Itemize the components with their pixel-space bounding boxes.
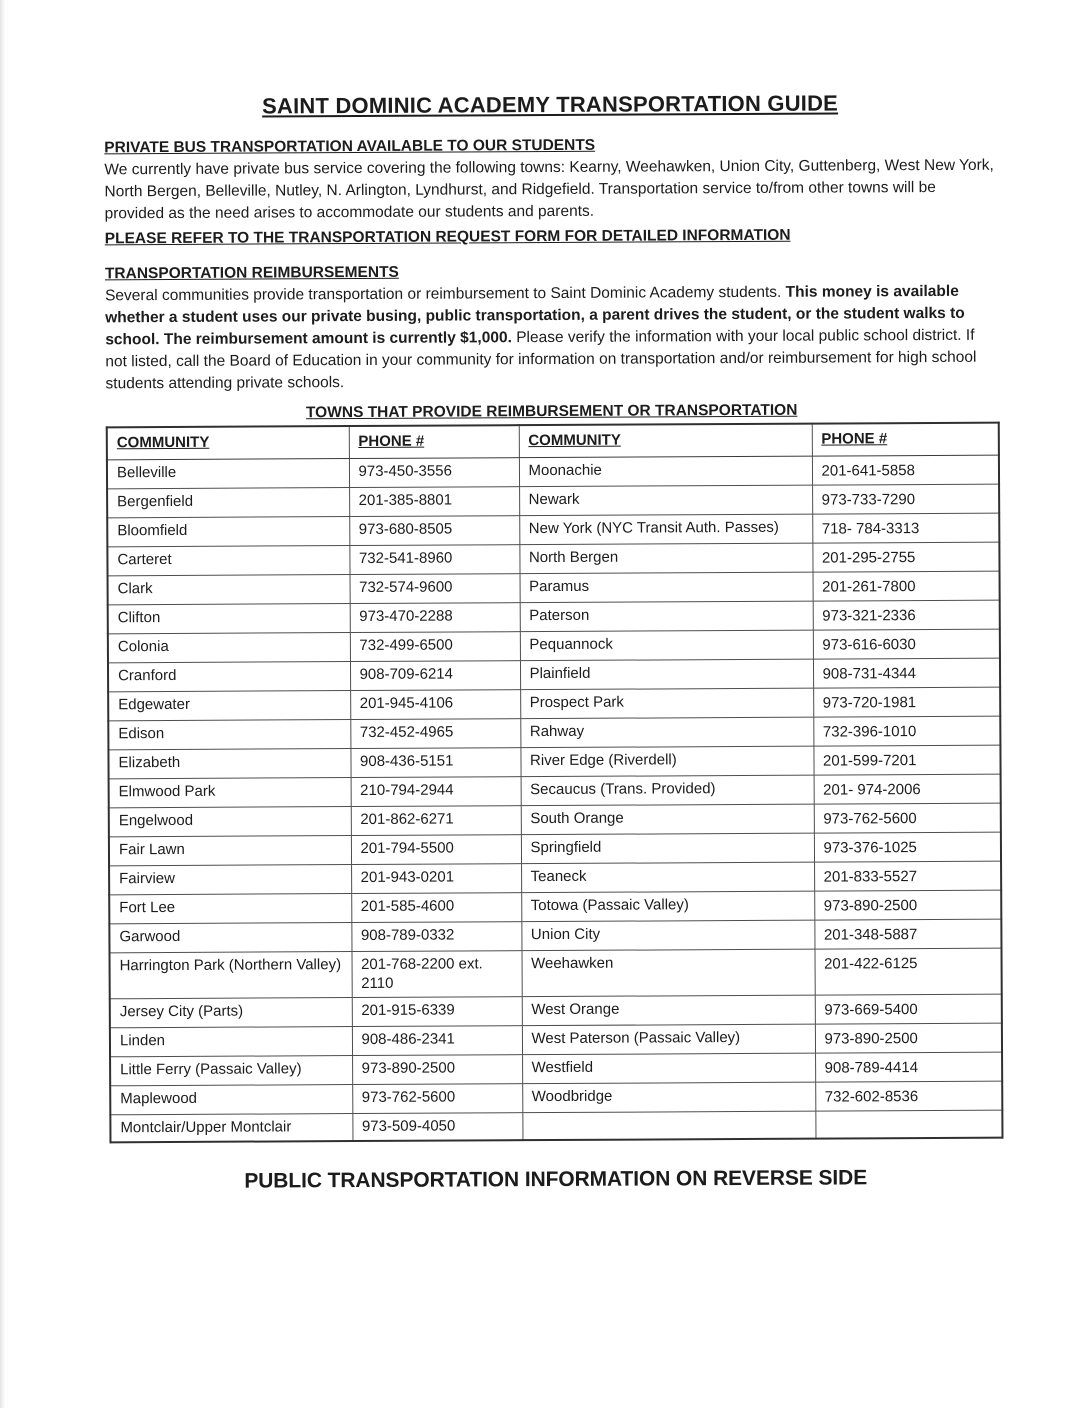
community-cell: West Paterson (Passaic Valley): [522, 1024, 815, 1055]
community-cell: Prospect Park: [520, 688, 813, 719]
phone-header-2: PHONE #: [812, 422, 999, 455]
reimbursements-text-rest: Please verify the information with your local public school district. If not listed, call the Board of Education in your community for information on transportation and/or reimbursement for high school students attending private schools.: [105, 326, 977, 393]
phone-cell: 201-862-6271: [351, 805, 521, 835]
document-page: [104, 90, 1002, 1194]
community-cell: South Orange: [521, 804, 814, 835]
phone-cell: 973-890-2500: [814, 890, 1001, 920]
phone-cell: 210-794-2944: [351, 776, 521, 806]
community-cell: West Orange: [522, 995, 815, 1026]
phone-cell: 201- 974-2006: [814, 774, 1001, 804]
phone-cell: 201-833-5527: [814, 861, 1001, 891]
community-cell: Jersey City (Parts): [110, 997, 352, 1027]
phone-cell: [815, 1110, 1002, 1138]
table-row: [110, 994, 1002, 1028]
phone-cell: 973-890-2500: [815, 1023, 1002, 1053]
community-cell: Bergenfield: [107, 487, 349, 517]
phone-cell: 973-680-8505: [349, 515, 519, 545]
community-cell: Westfield: [522, 1053, 815, 1084]
phone-cell: 201-261-7800: [813, 571, 1000, 601]
community-cell: [522, 1111, 815, 1140]
phone-header-1: PHONE #: [349, 425, 519, 458]
phone-cell: 973-762-5600: [352, 1083, 522, 1113]
phone-cell: 201-768-2200 ext. 2110: [351, 950, 521, 997]
community-cell: Elizabeth: [108, 748, 350, 778]
community-cell: Union City: [521, 920, 814, 951]
table-row: [110, 1052, 1002, 1086]
community-cell: Fairview: [109, 864, 351, 894]
phone-cell: 973-720-1981: [813, 687, 1000, 717]
community-cell: Plainfield: [520, 659, 813, 690]
reimbursements-heading: TRANSPORTATION REIMBURSEMENTS: [104, 263, 399, 282]
community-cell: Springfield: [521, 833, 814, 864]
phone-cell: 718- 784-3313: [812, 513, 999, 543]
community-cell: Fort Lee: [109, 893, 351, 923]
phone-cell: 201-915-6339: [352, 996, 522, 1026]
table-row: [109, 919, 1001, 953]
phone-cell: 908-789-0332: [351, 921, 521, 951]
phone-cell: 732-574-9600: [350, 573, 520, 603]
phone-cell: 973-890-2500: [352, 1054, 522, 1084]
phone-cell: 973-376-1025: [814, 832, 1001, 862]
community-cell: North Bergen: [519, 543, 812, 574]
community-cell: Belleville: [107, 458, 349, 488]
table-row: [110, 1081, 1002, 1115]
table-row: [108, 687, 1000, 721]
community-cell: Carteret: [107, 545, 349, 575]
reimbursements-text-bold: This money is available whether a student uses our private busing, public transportation, a parent drives the student, or the student walks to school. The reimbursement amount is currently $1,000.: [105, 282, 965, 349]
community-cell: Totowa (Passaic Valley): [521, 891, 814, 922]
request-form-note: PLEASE REFER TO THE TRANSPORTATION REQUEST FORM FOR DETAILED INFORMATION: [104, 226, 791, 247]
phone-cell: 201-295-2755: [812, 542, 999, 572]
community-cell: River Edge (Riverdell): [520, 746, 813, 777]
community-cell: Colonia: [108, 632, 350, 662]
phone-cell: 973-321-2336: [813, 600, 1000, 630]
phone-cell: 201-945-4106: [350, 689, 520, 719]
community-cell: Rahway: [520, 717, 813, 748]
scan-edge-shadow: [0, 0, 5, 1408]
community-cell: Maplewood: [110, 1084, 352, 1114]
community-cell: Little Ferry (Passaic Valley): [110, 1055, 352, 1085]
table-row: [109, 803, 1001, 837]
phone-cell: 201-348-5887: [814, 919, 1001, 949]
community-cell: Woodbridge: [522, 1082, 815, 1113]
community-cell: Teaneck: [521, 862, 814, 893]
community-cell: Engelwood: [109, 806, 351, 836]
phone-cell: 973-470-2288: [350, 602, 520, 632]
phone-cell: 201-585-4600: [351, 892, 521, 922]
community-cell: Cranford: [108, 661, 350, 691]
table-row: [109, 890, 1001, 924]
table-row: [108, 629, 1000, 663]
phone-cell: 732-602-8536: [815, 1081, 1002, 1111]
community-cell: Paterson: [520, 601, 813, 632]
phone-cell: 201-794-5500: [351, 834, 521, 864]
table-row: [107, 542, 999, 576]
community-cell: New York (NYC Transit Auth. Passes): [519, 514, 812, 545]
reimbursements-text-intro: Several communities provide transportation or reimbursement to Saint Dominic Academy students.: [105, 283, 786, 304]
community-cell: Bloomfield: [107, 516, 349, 546]
table-row: [107, 484, 999, 518]
community-header-2: COMMUNITY: [519, 423, 812, 457]
community-cell: Harrington Park (Northern Valley): [109, 951, 351, 998]
phone-cell: 201-599-7201: [813, 745, 1000, 775]
reimbursements-paragraph: [105, 280, 998, 396]
table-row: [109, 948, 1001, 999]
table-body: [107, 455, 1003, 1142]
phone-cell: 973-762-5600: [814, 803, 1001, 833]
table-row: [107, 513, 999, 547]
community-cell: Linden: [110, 1026, 352, 1056]
phone-cell: 732-541-8960: [349, 544, 519, 574]
community-header-1: COMMUNITY: [107, 426, 349, 460]
phone-cell: 973-616-6030: [813, 629, 1000, 659]
table-header-row: [107, 422, 999, 459]
community-cell: Secaucus (Trans. Provided): [521, 775, 814, 806]
community-cell: Moonachie: [519, 456, 812, 487]
community-cell: Garwood: [109, 922, 351, 952]
community-cell: Edison: [108, 719, 350, 749]
footer-note: PUBLIC TRANSPORTATION INFORMATION ON REVERSE SIDE: [244, 1165, 868, 1193]
community-cell: Clark: [108, 574, 350, 604]
community-cell: Clifton: [108, 603, 350, 633]
private-bus-paragraph: We currently have private bus service covering the following towns: Kearny, Weehawken, Union City, Guttenberg, West New York, North Bergen, Belleville, Nutley, N. Arlington, Lyndhurst, and Ridgefield. Transportation service to/from other towns will be provided as the need arises to accommodate our students and parents.: [104, 156, 994, 223]
reimbursement-table: [106, 421, 1004, 1143]
phone-cell: 732-396-1010: [813, 716, 1000, 746]
phone-cell: 973-733-7290: [812, 484, 999, 514]
community-cell: Elmwood Park: [109, 777, 351, 807]
table-title: TOWNS THAT PROVIDE REIMBURSEMENT OR TRANSPORTATION: [305, 401, 798, 421]
page-title: SAINT DOMINIC ACADEMY TRANSPORTATION GUIDE: [262, 90, 839, 119]
community-cell: Paramus: [520, 572, 813, 603]
community-cell: Edgewater: [108, 690, 350, 720]
phone-cell: 908-486-2341: [352, 1025, 522, 1055]
phone-cell: 908-436-5151: [350, 747, 520, 777]
community-cell: Weehawken: [521, 949, 814, 997]
phone-cell: 973-669-5400: [815, 994, 1002, 1024]
table-row: [109, 774, 1001, 808]
phone-cell: 732-499-6500: [350, 631, 520, 661]
table-row: [108, 600, 1000, 634]
table-row: [108, 658, 1000, 692]
phone-cell: 908-709-6214: [350, 660, 520, 690]
table-row: [109, 832, 1001, 866]
table-row: [108, 571, 1000, 605]
table-row: [110, 1110, 1002, 1142]
phone-cell: 201-641-5858: [812, 455, 999, 485]
table-row: [107, 455, 999, 489]
community-cell: Montclair/Upper Montclair: [110, 1113, 352, 1142]
phone-cell: 908-731-4344: [813, 658, 1000, 688]
table-row: [108, 745, 1000, 779]
phone-cell: 973-509-4050: [352, 1112, 522, 1140]
phone-cell: 973-450-3556: [349, 457, 519, 487]
phone-cell: 908-789-4414: [815, 1052, 1002, 1082]
table-row: [108, 716, 1000, 750]
phone-cell: 201-385-8801: [349, 486, 519, 516]
community-cell: Fair Lawn: [109, 835, 351, 865]
phone-cell: 732-452-4965: [350, 718, 520, 748]
phone-cell: 201-422-6125: [814, 948, 1001, 995]
community-cell: Newark: [519, 485, 812, 516]
table-row: [110, 1023, 1002, 1057]
phone-cell: 201-943-0201: [351, 863, 521, 893]
table-row: [109, 861, 1001, 895]
private-bus-heading: PRIVATE BUS TRANSPORTATION AVAILABLE TO OUR STUDENTS: [104, 136, 596, 157]
community-cell: Pequannock: [520, 630, 813, 661]
